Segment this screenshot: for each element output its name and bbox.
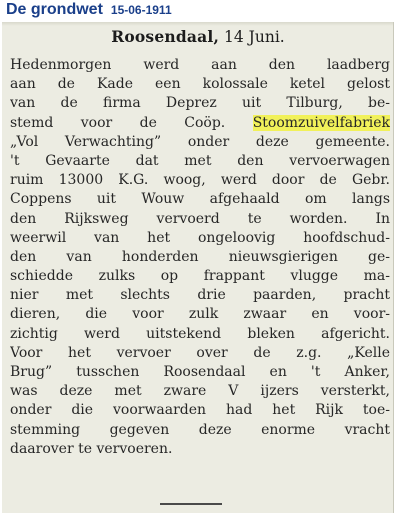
headline-date: 14 Juni. (224, 28, 285, 46)
article-line: zichtig werd uitstekend bleken afgericht. (10, 325, 390, 342)
article-line: was deze met zware V ijzers versterkt, (10, 383, 390, 400)
article-line-text: stemd voor de Coöp. (10, 114, 226, 131)
article-line: Voor het vervoer over de z.g. „Kelle (10, 344, 390, 361)
article-line: nier met slechts drie paarden, pracht (10, 287, 390, 304)
article-line: onder die voorwaarden had het Rijk toe- (10, 402, 390, 419)
search-highlight: Stoomzuivelfabriek (252, 114, 390, 131)
article-line: daarover te vervoeren. (10, 440, 173, 457)
article-line-highlighted (10, 114, 390, 133)
article-body (10, 56, 390, 459)
end-rule (160, 503, 222, 505)
article-line: weerwil van het ongeloovig hoofdschud- (10, 229, 390, 246)
article-line: „Vol Verwachting” onder deze gemeente. (10, 133, 390, 150)
headline-place: Roosendaal, (111, 27, 220, 46)
article-line: van de firma Deprez uit Tilburg, be- (10, 95, 390, 112)
article-line: Hedenmorgen werd aan den laadberg (10, 57, 390, 73)
article-headline (2, 27, 394, 46)
newspaper-clipping (2, 22, 394, 513)
article-line: 't Gevaarte dat met den vervoerwagen (10, 152, 390, 169)
result-header (6, 1, 172, 21)
article-line: stemming gegeven deze enorme vracht (10, 421, 390, 438)
publication-date: 15-06-1911 (110, 3, 172, 17)
article-line: den Rijksweg vervoerd te worden. In (10, 210, 390, 227)
newspaper-title[interactable]: De grondwet (6, 1, 103, 18)
article-line: Brug” tusschen Roosendaal en 't Anker, (10, 364, 390, 380)
article-line: schiedde zulks op frappant vlugge ma- (10, 268, 390, 285)
article-line: aan de Kade een kolossale ketel gelost (10, 76, 390, 93)
article-line: den van honderden nieuwsgierigen ge- (10, 248, 390, 265)
article-line: Coppens uit Wouw afgehaald om langs (10, 191, 390, 208)
article-line: dieren, die voor zulk zwaar en voor- (10, 306, 390, 323)
article-line: ruim 13000 K.G. woog, werd door de Gebr. (10, 172, 390, 189)
